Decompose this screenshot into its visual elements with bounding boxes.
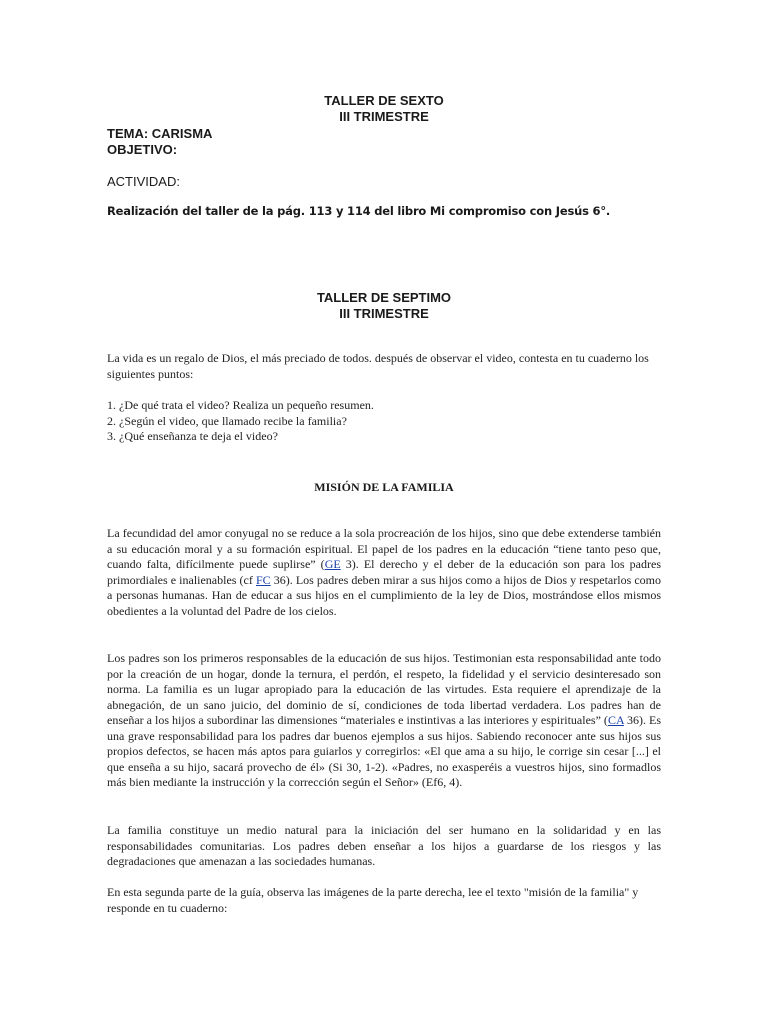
- paragraph-text: Los padres son los primeros responsables de la educación de sus hijos. Testimonian esta responsabilidad ante todo por la creación de un hogar, donde la ternura, el perdón, el respeto, la fidelidad y el servicio desinteresado son norma. La familia es un lugar apropiado para la educación de las virtudes. Esta requiere el aprendizaje de la abnegación, de un sano juicio, del dominio de sí, condiciones de toda libertad verdadera. Los padres han de enseñar a los hijos a subordinar las dimensiones “materiales e instintivas a las interiores y espirituales” (: [107, 651, 661, 727]
- list-item: 1. ¿De qué trata el video? Realiza un pequeño resumen.: [107, 398, 374, 412]
- mision-paragraph-4: En esta segunda parte de la guía, observa las imágenes de la parte derecha, lee el texto "misión de la familia" y responde en tu cuaderno:: [107, 885, 639, 915]
- ref-link-ge[interactable]: GE: [324, 557, 341, 571]
- sexto-title: TALLER DE SEXTO: [324, 93, 444, 108]
- objetivo-label: OBJETIVO:: [107, 142, 178, 157]
- paragraph-text: 36). Es una grave responsabilidad para los padres dar buenos ejemplos a sus hijos. Sabiendo reconocer ante sus hijos sus propios defectos, se hacen más aptos para guiarlos y corregirlos: «El que ama a su hijo, le corrige sin cesar [...] el que enseña a su hijo, sacará provecho de él» (Si 30, 1-2). «Padres, no exasperéis a vuestros hijos, sino formadlos más bien mediante la instrucción y la corrección según el Señor» (Ef6, 4).: [107, 713, 661, 789]
- ref-link-ca[interactable]: CA: [607, 713, 624, 727]
- mision-paragraph-2: [107, 651, 661, 791]
- list-item: 3. ¿Qué enseñanza te deja el video?: [107, 429, 278, 443]
- septimo-trimester: III TRIMESTRE: [339, 306, 429, 321]
- list-item: 2. ¿Según el video, que llamado recibe la familia?: [107, 413, 347, 428]
- tema-label: TEMA: CARISMA: [107, 126, 213, 141]
- question-list: [107, 398, 661, 445]
- septimo-intro: La vida es un regalo de Dios, el más preciado de todos. después de observar el video, contesta en tu cuaderno los siguientes puntos:: [107, 351, 649, 381]
- actividad-label: ACTIVIDAD:: [107, 174, 180, 189]
- mision-title: MISIÓN DE LA FAMILIA: [314, 480, 454, 494]
- paragraph-text: 3). El derecho y el deber de la educación son para los padres primordiales e inalienables (cf: [107, 557, 661, 587]
- mision-paragraph-1: [107, 526, 661, 619]
- paragraph-text: La fecundidad del amor conyugal no se reduce a la sola procreación de los hijos, sino que debe extenderse también a su educación moral y a su formación espiritual. El papel de los padres en la educación “tiene tanto peso que, cuando falta, difícilmente puede suplirse” (: [107, 526, 661, 571]
- mision-paragraph-3: La familia constituye un medio natural para la iniciación del ser humano en la solidaridad y en las responsabilidades comunitarias. Los padres deben enseñar a los hijos a guardarse de los riesgos y las degradaciones que amenazan a las sociedades humanas.: [107, 823, 661, 868]
- realizacion-text: Realización del taller de la pág. 113 y 114 del libro Mi compromiso con Jesús 6°.: [107, 204, 611, 218]
- sexto-trimester: III TRIMESTRE: [339, 109, 429, 124]
- septimo-title: TALLER DE SEPTIMO: [316, 290, 452, 305]
- paragraph-text: 36). Los padres deben mirar a sus hijos como a hijos de Dios y respetarlos como a personas humanas. Han de educar a sus hijos en el cumplimiento de la ley de Dios, mostrándose ellos mismos obedientes a la voluntad del Padre de los cielos.: [107, 572, 661, 618]
- ref-link-fc[interactable]: FC: [255, 572, 271, 587]
